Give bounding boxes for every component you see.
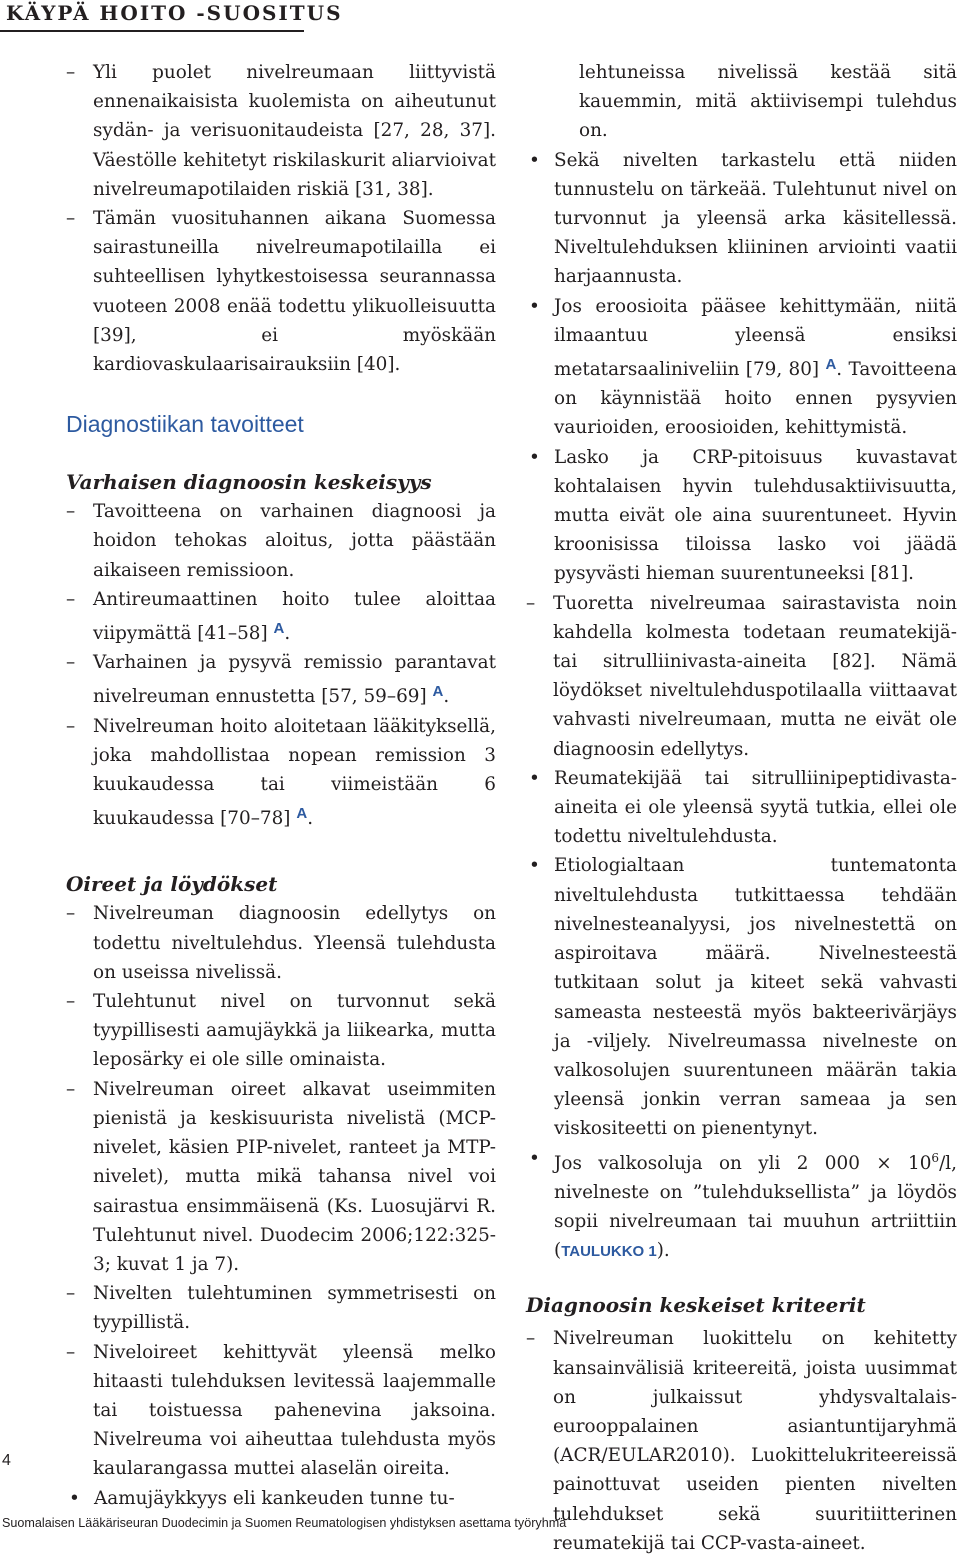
early-diagnosis-item-2: – Antireumaattinen hoito tulee aloittaa viipymättä [41–58] $^A$. xyxy=(66,585,496,648)
symptoms-item-5: – Niveloireet kehittyvät yleensä melko hitaasti tulehduksen levitessä laajemmalle tai toistuessa pahenevina jaksoina. Nivelreuma voi aiheuttaa tulehdusta myös kaularangassa muttei alaselän oireita. xyxy=(66,1338,496,1484)
evidence-grade-badge[interactable]: A xyxy=(296,805,308,823)
evidence-grade-badge[interactable]: A xyxy=(825,356,837,374)
symptoms-item-4: – Nivelten tulehtuminen symmetrisesti on tyypillistä. xyxy=(66,1279,496,1337)
exam-bullet-2: • Jos eroosioita pääsee kehittymään, niitä ilmaantuu yleensä ensiksi metatarsaaliniveliin [79, 80] $^A$. Tavoitteena on käynnistää hoito ennen pysyvien vaurioiden, eroosioiden, kehittymistä. xyxy=(526,292,957,443)
section-title: Diagnostiikan tavoitteet xyxy=(66,411,304,438)
subsection-title-criteria: Diagnoosin keskeiset kriteerit xyxy=(526,1293,866,1318)
subsection-title-early-diagnosis: Varhaisen diagnoosin keskeisyys xyxy=(66,470,432,495)
exam-bullet-3: • Lasko ja CRP-pitoisuus kuvastavat kohtalaisen hyvin tulehdusaktiivisuutta, mutta eivät ole aina suurentuneet. Hyvin kroonisissa tiloissa lasko voi jäädä pysyvästi hieman suurentuneeksi [81]. xyxy=(526,443,957,589)
page-header: KÄYPÄ HOITO -SUOSITUS xyxy=(6,1,343,25)
evidence-grade-badge[interactable]: A xyxy=(432,683,444,701)
criteria-item: – Nivelreuman luokittelu on kehitetty kansainvälisiä kriteereitä, joista uusimmat on julkaissut yhdysvaltalais-eurooppalainen asiantuntijaryhmä (ACR/EULAR2010). Luokittelukriteereissä painottuvat useiden pienten nivelten tulehdukset sekä suuritiitterinen reumatekijä tai CCP-vasta-aineet. xyxy=(526,1324,957,1558)
leukocyte-bullet: • Jos valkosoluja on yli 2 $000 \times 10^6/l$, nivelneste on ”tulehduksellista” ja löydös sopii nivelreumaan tai muuhun artriittiin (TAULUKKO 1). xyxy=(526,1144,957,1267)
symptoms-item-3: – Nivelreuman oireet alkavat useimmiten pienistä ja keskisuurista nivelistä (MCP-nivelet, käsien PIP-nivelet, ranteet ja MTP-nivelet), mutta mikä tahansa nivel voi sairastua ensimmäisenä (Ks. Luosujärvi R. Tulehtunut nivel. Duodecim 2006;122:325-3; kuvat 1 ja 7). xyxy=(66,1075,496,1279)
morning-stiffness-bullet: • Aamujäykkyys eli kankeuden tunne tu- xyxy=(66,1484,496,1513)
header-rule xyxy=(0,30,304,32)
intro-item-2: – Tämän vuosituhannen aikana Suomessa sairastuneilla nivelreumapotilailla ei suhteellisen lyhytkestoisessa seurannassa vuoteen 2008 enää todettu ylikuolleisuutta [39], ei myöskään kardiovaskulaarisairauksiin [40]. xyxy=(66,204,496,379)
symptoms-item-1: – Nivelreuman diagnoosin edellytys on todettu niveltulehdus. Yleensä tulehdusta on useissa nivelissä. xyxy=(66,899,496,987)
morning-stiffness-bullet-cont: lehtuneissa nivelissä kestää sitä kauemmin, mitä aktiivisempi tulehdus on. xyxy=(579,62,957,142)
page-number: 4 xyxy=(2,1452,11,1469)
early-diagnosis-item-4: – Nivelreuman hoito aloitetaan lääkityksellä, joka mahdollistaa nopean remission 3 kuukaudessa tai viimeistään 6 kuukaudessa [70–78] $^A$. xyxy=(66,712,496,834)
early-diagnosis-item-3: – Varhainen ja pysyvä remissio parantavat nivelreuman ennustetta [57, 59–69] $^A$. xyxy=(66,648,496,711)
rf-bullet-1: • Reumatekijää tai sitrulliinipeptidivasta-aineita ei ole yleensä syytä tutkia, ellei ole todettu niveltulehdusta. xyxy=(526,764,957,852)
subsection-title-symptoms: Oireet ja löydökset xyxy=(66,872,278,897)
left-column xyxy=(66,58,496,1513)
intro-item-1: – Yli puolet nivelreumaan liittyvistä ennenaikaisista kuolemista on aiheutunut sydän- ja verisuonitaudeista [27, 28, 37]. Väestölle kehitetyt riskilaskurit aliarvioivat nivelreumapotilaiden riskiä [31, 38]. xyxy=(66,58,496,204)
symptoms-item-2: – Tulehtunut nivel on turvonnut sekä tyypillisesti aamujäykkä ja liikearka, mutta leposärky ei ole sille ominaista. xyxy=(66,987,496,1075)
rf-bullet-2: • Etiologialtaan tuntematonta niveltulehdusta tutkittaessa tehdään nivelnesteanalyysi, jos nivelnestettä on aspiroitava määrä. Nivelnesteestä tutkitaan solut ja kiteet sekä vahvasti sameasta nesteestä myös bakteerivärjäys ja -viljely. Nivelreumassa nivelneste on valkosolujen suurentuneen määrän takia yleensä jonkin verran sameaa ja sen viskositeetti on pienentynyt. xyxy=(526,851,957,1143)
evidence-grade-badge[interactable]: A xyxy=(273,620,285,638)
early-diagnosis-item-1: – Tavoitteena on varhainen diagnoosi ja hoidon tehokas aloitus, jotta päästään aikaiseen remissioon. xyxy=(66,497,496,585)
page-footer: Suomalaisen Lääkäriseuran Duodecimin ja Suomen Reumatologisen yhdistyksen asettama työryhmä xyxy=(2,1516,567,1530)
exam-bullet-1: • Sekä nivelten tarkastelu että niiden tunnustelu on tärkeää. Tulehtunut nivel on turvonnut ja yleensä arka käsitellessä. Niveltulehduksen kliininen arviointi vaatii harjaannusta. xyxy=(526,146,957,292)
rheumatoid-factor-item: – Tuoretta nivelreumaa sairastavista noin kahdella kolmesta todetaan reumatekijä- tai sitrulliinivasta-aineita [82]. Nämä löydökset niveltulehduspotilaalla viittaavat vahvasti nivelreumaan, mutta ne eivät ole diagnoosin edellytys. xyxy=(526,589,957,764)
right-column xyxy=(526,58,957,1558)
table-1-link[interactable]: TAULUKKO 1 xyxy=(561,1243,657,1261)
